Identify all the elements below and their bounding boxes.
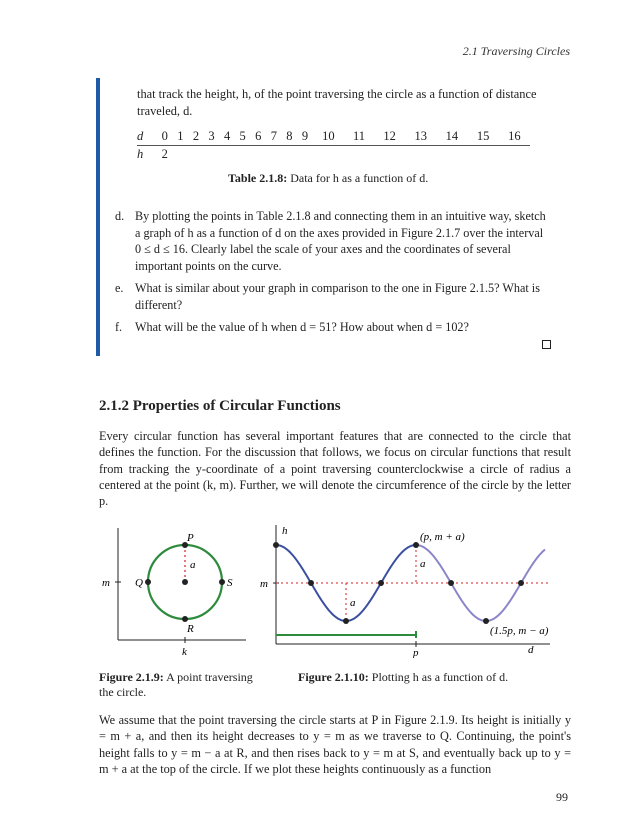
running-head: 2.1 Traversing Circles xyxy=(462,44,570,58)
table-cell-d: 6 xyxy=(250,128,266,146)
row-label-h: h xyxy=(137,147,144,161)
end-of-activity-marker xyxy=(542,340,551,349)
table-cell-d: 13 xyxy=(405,128,436,146)
paragraph-1: Every circular function has several important features that are connected to the circle that defines the function. For the discussion that follows, we focus on circular functions that result from tracking the y-coordinate of a point traversing counterclockwise a circle of radius a centered at the point (k, m). Further, we will denote the circumference of the circle by the letter p. xyxy=(99,429,571,509)
list-item xyxy=(115,280,551,313)
figure-2-caption-text: Plotting h as a function of d. xyxy=(371,670,509,684)
circle-figure xyxy=(96,528,246,658)
table-cell-d: 16 xyxy=(499,128,530,146)
data-table xyxy=(137,128,530,163)
table-caption-text: Data for h as a function of d. xyxy=(290,171,429,185)
row-label-d: d xyxy=(137,128,157,146)
table-cell-d: 15 xyxy=(468,128,499,146)
item-mark: e. xyxy=(115,281,124,295)
label-a: a xyxy=(190,559,196,571)
table-cell-h xyxy=(235,146,251,164)
point-max xyxy=(413,542,419,548)
table-cell-d: 3 xyxy=(204,128,220,146)
table-cell-d: 5 xyxy=(235,128,251,146)
label-m: m xyxy=(102,577,110,589)
item-mark: d. xyxy=(115,209,125,223)
list-item xyxy=(115,319,551,336)
table-cell-h xyxy=(173,146,189,164)
figure-1-caption-text: A point traversing the circle. xyxy=(99,670,253,699)
label-p: p xyxy=(413,647,419,658)
item-text: By plotting the points in Table 2.1.8 and connecting them in an intuitive way, sketch a graph of h as a function of d on the axes provided in Figure 2.1.7 over the interval 0 ≤ d ≤ 16. Clearly label the scale of your axes and the coordinates of several important points on the curve. xyxy=(135,209,546,273)
list-item xyxy=(115,208,551,274)
label-a-down: a xyxy=(350,597,356,609)
table-cell-h xyxy=(374,146,405,164)
label-m: m xyxy=(260,578,268,590)
table-row-h xyxy=(137,146,530,164)
point-min2 xyxy=(483,618,489,624)
label-R: R xyxy=(187,623,194,635)
table-cell-h xyxy=(436,146,467,164)
table-cell-d: 0 xyxy=(157,128,173,146)
table-cell-h xyxy=(282,146,298,164)
table-cell-h xyxy=(250,146,266,164)
item-text: What will be the value of h when d = 51? How about when d = 102? xyxy=(135,320,469,334)
point-q2 xyxy=(448,580,454,586)
label-P: P xyxy=(187,532,194,544)
question-list xyxy=(115,208,551,342)
label-Q: Q xyxy=(135,577,143,589)
label-S: S xyxy=(227,577,233,589)
section-title: 2.1.2 Properties of Circular Functions xyxy=(99,398,341,414)
point-s xyxy=(378,580,384,586)
point-start xyxy=(273,542,279,548)
table-cell-d: 1 xyxy=(173,128,189,146)
point-q xyxy=(308,580,314,586)
table-cell-h xyxy=(499,146,530,164)
paragraph-2: We assume that the point traversing the circle starts at P in Figure 2.1.9. Its height is initially y = m + a, and then its height decreases to y = m as we traverse to Q. Continuing, the point's height falls to y = m − a at R, and then rises back to y = m at S, and eventually back up to y = m + a at the top of the circle. If we plot these heights continuously as a function xyxy=(99,713,571,776)
table-cell-h xyxy=(188,146,204,164)
table-cell-h xyxy=(204,146,220,164)
table-cell-d: 12 xyxy=(374,128,405,146)
point-S xyxy=(219,579,225,585)
table-cell-h xyxy=(405,146,436,164)
label-k: k xyxy=(182,646,187,658)
table-caption xyxy=(228,171,428,186)
figure-2-caption xyxy=(298,670,558,685)
table-cell-d: 10 xyxy=(313,128,344,146)
figure-1-caption-label: Figure 2.1.9: xyxy=(99,670,164,684)
table-row-d xyxy=(137,128,530,146)
table-cell-h xyxy=(266,146,282,164)
table-cell-h xyxy=(468,146,499,164)
label-d: d xyxy=(528,644,534,656)
label-max-point: (p, m + a) xyxy=(420,531,465,543)
table-cell-h xyxy=(344,146,374,164)
label-min-point: (1.5p, m − a) xyxy=(490,625,549,637)
height-graph xyxy=(258,522,558,658)
table-cell-d: 8 xyxy=(282,128,298,146)
figure-2-caption-label: Figure 2.1.10: xyxy=(298,670,369,684)
item-text: What is similar about your graph in comparison to the one in Figure 2.1.5? What is different? xyxy=(135,281,540,312)
table-cell-d: 9 xyxy=(297,128,313,146)
table-caption-label: Table 2.1.8: xyxy=(228,171,288,185)
table-cell-d: 2 xyxy=(188,128,204,146)
point-Q xyxy=(145,579,151,585)
table-cell-h: 2 xyxy=(161,147,168,161)
table-cell-d: 7 xyxy=(266,128,282,146)
intro-text: that track the height, h, of the point traversing the circle as a function of distance traveled, d. xyxy=(137,87,537,118)
table-cell-d: 14 xyxy=(436,128,467,146)
table-cell-h xyxy=(297,146,313,164)
page-number: 99 xyxy=(556,790,568,804)
table-cell-d: 4 xyxy=(219,128,235,146)
point-s2 xyxy=(518,580,524,586)
figure-1-caption xyxy=(99,670,259,700)
table-cell-d: 11 xyxy=(344,128,374,146)
label-h: h xyxy=(282,525,288,537)
point-R xyxy=(182,616,188,622)
item-mark: f. xyxy=(115,320,123,334)
center-point xyxy=(182,579,188,585)
activity-bar xyxy=(96,78,100,356)
table-cell-h xyxy=(219,146,235,164)
curve-second-period xyxy=(416,545,545,621)
table-cell-h xyxy=(313,146,344,164)
point-min xyxy=(343,618,349,624)
label-a-up: a xyxy=(420,558,426,570)
